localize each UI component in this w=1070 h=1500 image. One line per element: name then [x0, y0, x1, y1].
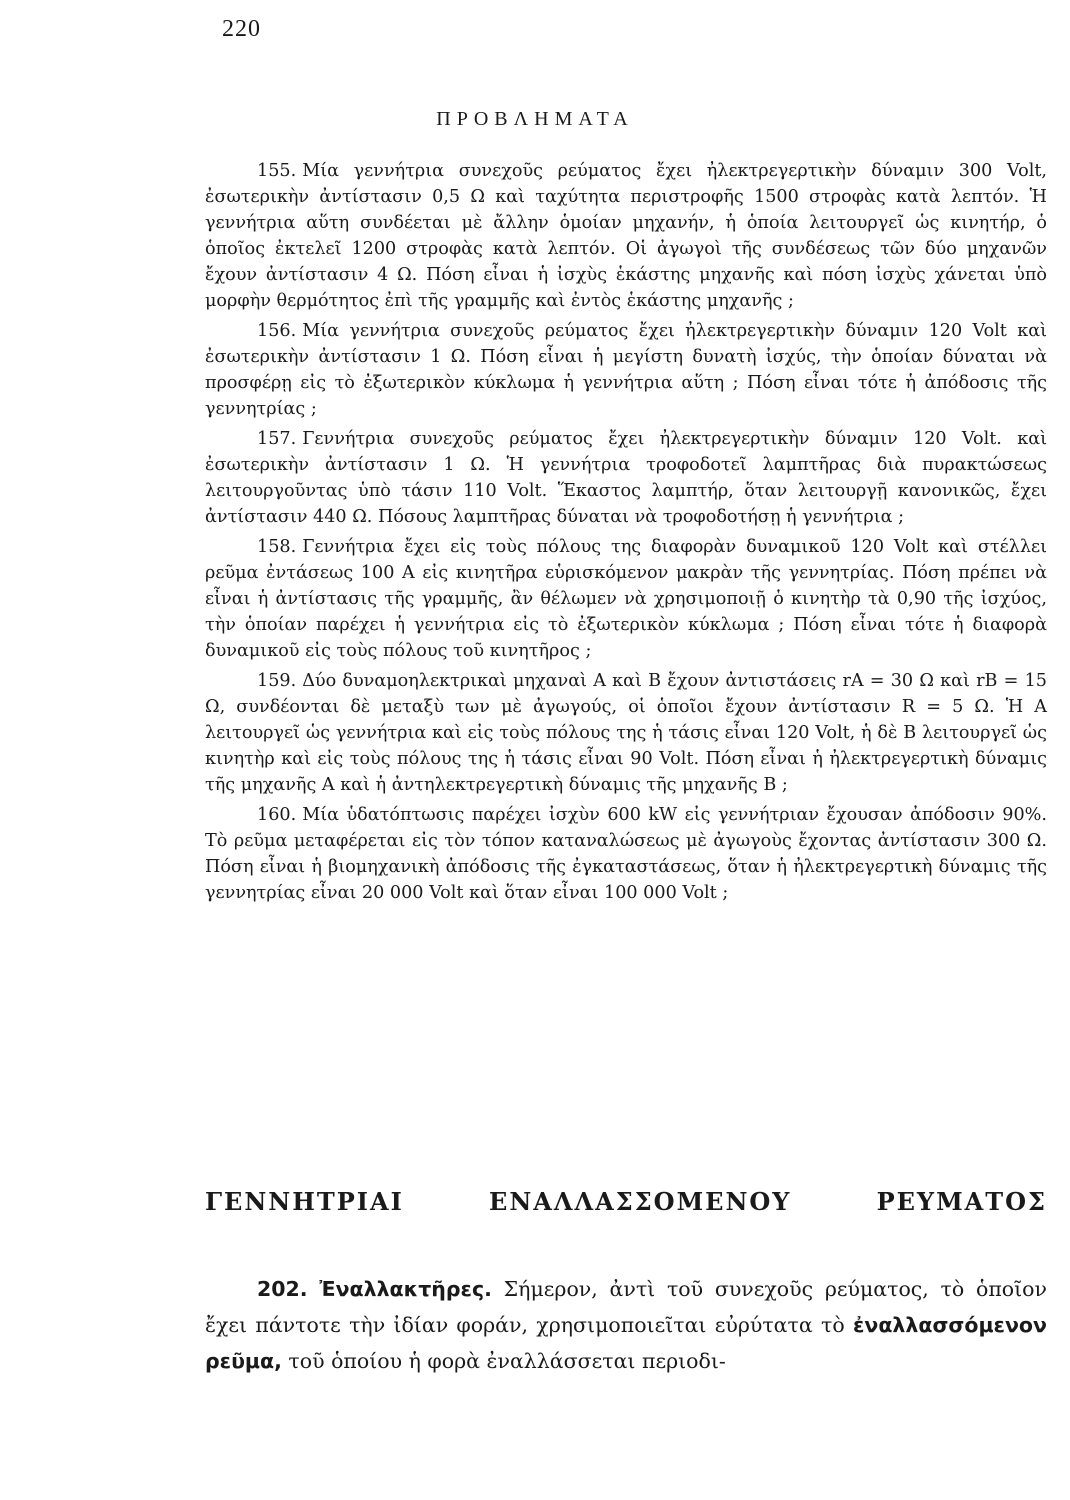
problem-number: 156. [257, 321, 297, 341]
problem-158 [205, 534, 1047, 664]
section-text-before: Σήμερον, ἀντὶ τοῦ συνεχοῦς ρεύματος, τὸ ὁποῖον ἔχει πάντοτε τὴν ἰδίαν φοράν, χρησιμοποιεῖται εὐρύτατα τὸ [205, 1276, 1047, 1337]
section-number: 202. [257, 1276, 308, 1301]
problem-159 [205, 668, 1047, 798]
problem-text: Γεννήτρια ἔχει εἰς τοὺς πόλους της διαφορὰν δυναμικοῦ 120 Volt καὶ στέλλει ρεῦμα ἐντάσεως 100 A εἰς κινητῆρα εὑρισκόμενον μακρὰν τῆς γεννητρίας. Πόση πρέπει νὰ εἶναι ἡ ἀντίστασις τῆς γραμμῆς, ἂν θέλωμεν νὰ χρησιμοποιῇ ὁ κινητὴρ τὰ 0,90 τῆς ἰσχύος, τὴν ὁποίαν παρέχει ἡ γεννήτρια εἰς τὸ ἐξωτερικὸν κύκλωμα ; Πόση εἶναι τότε ἡ διαφορὰ δυναμικοῦ εἰς τοὺς πόλους τοῦ κινητῆρος ; [205, 537, 1047, 661]
problem-number: 157. [257, 429, 297, 449]
problem-156 [205, 318, 1047, 422]
problem-text: Μία ὑδατόπτωσις παρέχει ἰσχὺν 600 kW εἰς γεννήτριαν ἔχουσαν ἀπόδοσιν 90%. Τὸ ρεῦμα μεταφέρεται εἰς τὸν τόπον καταναλώσεως μὲ ἀγωγοὺς ἔχοντας ἀντίστασιν 300 Ω. Πόση εἶναι ἡ βιομηχανικὴ ἀπόδοσις τῆς ἐγκαταστάσεως, ὅταν ἡ ἠλεκτρεγερτικὴ δύναμις τῆς γεννητρίας εἶναι 20 000 Volt καὶ ὅταν εἶναι 100 000 Volt ; [205, 805, 1047, 903]
problem-number: 160. [257, 805, 297, 825]
problem-number: 155. [257, 161, 297, 181]
bold-term: ἐναλλασσόμενον ρεῦμα, [205, 1312, 1047, 1373]
problem-157 [205, 426, 1047, 530]
problem-number: 159. [257, 671, 297, 691]
section-202-paragraph [205, 1271, 1047, 1379]
problem-text: Γεννήτρια συνεχοῦς ρεύματος ἔχει ἠλεκτρεγερτικὴν δύναμιν 120 Volt. καὶ ἐσωτερικὴν ἀντίστασιν 1 Ω. Ἡ γεννήτρια τροφοδοτεῖ λαμπτῆρας διὰ πυρακτώσεως λειτουργοῦντας ὑπὸ τάσιν 110 Volt. Ἕκαστος λαμπτήρ, ὅταν λειτουργῇ κανονικῶς, ἔχει ἀντίστασιν 440 Ω. Πόσους λαμπτῆρας δύναται νὰ τροφοδοτήσῃ ἡ γεννήτρια ; [205, 429, 1047, 527]
problem-text: Μία γεννήτρια συνεχοῦς ρεύματος ἔχει ἠλεκτρεγερτικὴν δύναμιν 120 Volt καὶ ἐσωτερικὴν ἀντίστασιν 1 Ω. Πόση εἶναι ἡ μεγίστη δυνατὴ ἰσχύς, τὴν ὁποίαν δύναται νὰ προσφέρῃ εἰς τὸ ἐξωτερικὸν κύκλωμα ἡ γεννήτρια αὕτη ; Πόση εἶναι τότε ἡ ἀπόδοσις τῆς γεννητρίας ; [205, 321, 1047, 419]
problem-text: Μία γεννήτρια συνεχοῦς ρεύματος ἔχει ἠλεκτρεγερτικὴν δύναμιν 300 Volt, ἐσωτερικὴν ἀντίστασιν 0,5 Ω καὶ ταχύτητα περιστροφῆς 1500 στροφὰς κατὰ λεπτόν. Ἡ γεννήτρια αὕτη συνδέεται μὲ ἄλλην ὁμοίαν μηχανήν, ἡ ὁποία λειτουργεῖ ὡς κινητήρ, ὁ ὁποῖος ἐκτελεῖ 1200 στροφὰς κατὰ λεπτόν. Οἱ ἀγωγοὶ τῆς συνδέσεως τῶν δύο μηχανῶν ἔχουν ἀντίστασιν 4 Ω. Πόση εἶναι ἡ ἰσχὺς ἑκάστης μηχανῆς καὶ πόση ἰσχὺς χάνεται ὑπὸ μορφὴν θερμότητος ἐπὶ τῆς γραμμῆς καὶ ἐντὸς ἑκάστης μηχανῆς ; [205, 161, 1047, 311]
page-number: 220 [222, 16, 261, 42]
problem-155 [205, 158, 1047, 314]
section-heading: Ἐναλλακτῆρες. [319, 1276, 492, 1301]
problem-160 [205, 802, 1047, 906]
section-title: ΠΡΟΒΛΗΜΑΤΑ [436, 108, 634, 130]
problem-list [205, 158, 1047, 910]
chapter-title: ΓΕΝΝΗΤΡΙΑΙ ΕΝΑΛΛΑΣΣΟΜΕΝΟΥ ΡΕΥΜΑΤΟΣ [205, 1187, 1047, 1216]
problem-text: Δύο δυναμοηλεκτρικαὶ μηχαναὶ Α καὶ Β ἔχουν ἀντιστάσεις rA = 30 Ω καὶ rB = 15 Ω, συνδέονται δὲ μεταξὺ των μὲ ἀγωγούς, οἱ ὁποῖοι ἔχουν ἀντίστασιν R = 5 Ω. Ἡ Α λειτουργεῖ ὡς γεννήτρια καὶ εἰς τοὺς πόλους της ἡ τάσις εἶναι 120 Volt, ἡ δὲ Β λειτουργεῖ ὡς κινητὴρ καὶ εἰς τοὺς πόλους της ἡ τάσις εἶναι 90 Volt. Πόση εἶναι ἡ ἠλεκτρεγερτικὴ δύναμις τῆς μηχανῆς Α καὶ ἡ ἀντηλεκτρεγερτικὴ δύναμις τῆς μηχανῆς Β ; [205, 671, 1047, 795]
problem-number: 158. [257, 537, 297, 557]
section-text-after: τοῦ ὁποίου ἡ φορὰ ἐναλλάσσεται περιοδι- [288, 1348, 726, 1373]
